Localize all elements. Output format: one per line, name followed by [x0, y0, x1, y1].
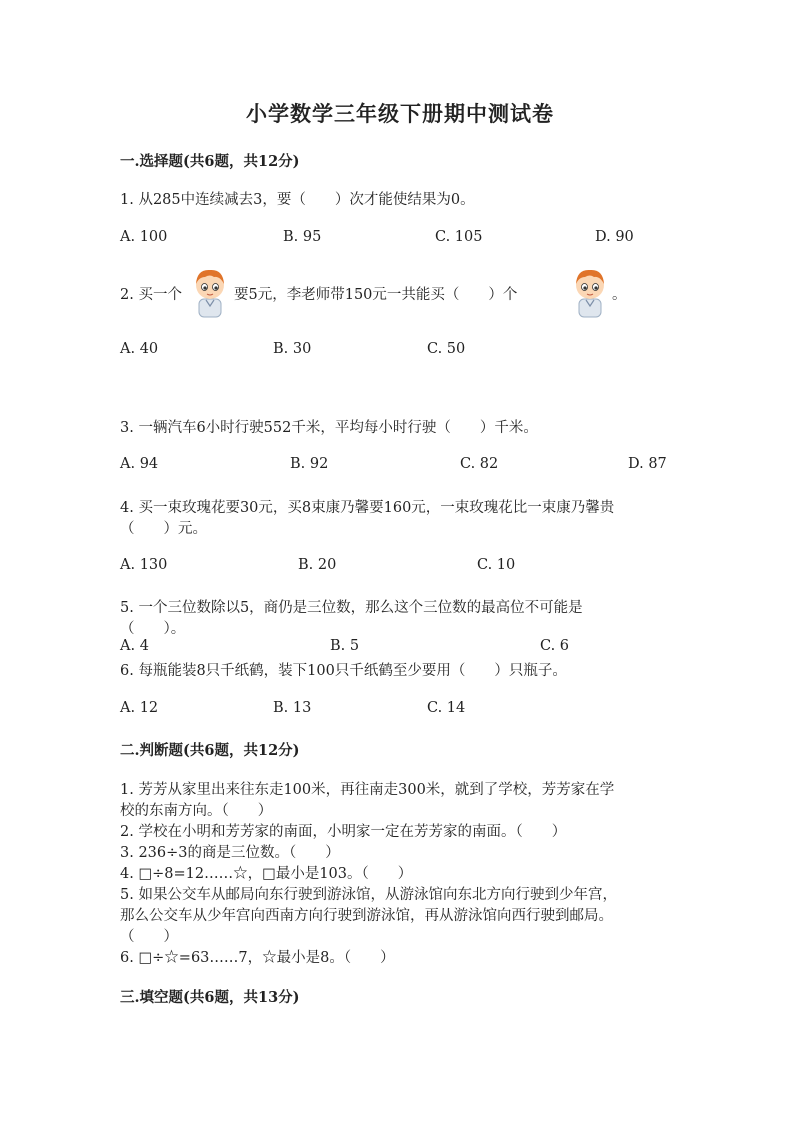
choice-1-option-a[interactable]: A. 100 [120, 229, 168, 245]
choice-question-6: 6. 每瓶能装8只千纸鹤，装下100只千纸鹤至少要用（ ）只瓶子。 [120, 663, 567, 679]
choice-6-option-c[interactable]: C. 14 [427, 700, 466, 716]
choice-question-4-line-2: （ ）元。 [120, 521, 207, 537]
boy-avatar-icon [570, 266, 610, 316]
choice-4-option-a[interactable]: A. 130 [120, 557, 168, 573]
choice-5-option-a[interactable]: A. 4 [120, 638, 149, 654]
choice-question-2-part-a: 2. 买一个 [120, 287, 182, 303]
judge-line: 那么公交车从少年宫向西南方向行驶到游泳馆，再从游泳馆向西行驶到邮局。 [120, 908, 613, 924]
choice-1-option-b[interactable]: B. 95 [283, 229, 322, 245]
choice-3-option-c[interactable]: C. 82 [460, 456, 499, 472]
choice-3-option-b[interactable]: B. 92 [290, 456, 329, 472]
choice-3-option-d[interactable]: D. 87 [628, 456, 667, 472]
choice-5-option-c[interactable]: C. 6 [540, 638, 570, 654]
choice-2-option-c[interactable]: C. 50 [427, 341, 466, 357]
choice-4-option-c[interactable]: C. 10 [477, 557, 516, 573]
choice-question-5-line-1: 5. 一个三位数除以5，商仍是三位数，那么这个三位数的最高位不可能是 [120, 600, 583, 616]
section-heading-judge: 二.判断题(共6题，共12分) [120, 742, 300, 759]
section-heading-fill: 三.填空题(共6题，共13分) [120, 989, 300, 1006]
choice-5-option-b[interactable]: B. 5 [330, 638, 360, 654]
section-heading-choice: 一.选择题(共6题，共12分) [120, 153, 300, 170]
choice-2-option-b[interactable]: B. 30 [273, 341, 312, 357]
judge-line: 4. □÷8=12……☆，□最小是103。（ ） [120, 866, 413, 882]
judge-line: 2. 学校在小明和芳芳家的南面，小明家一定在芳芳家的南面。（ ） [120, 824, 567, 840]
choice-question-4-line-1: 4. 买一束玫瑰花要30元，买8束康乃馨要160元，一束玫瑰花比一束康乃馨贵 [120, 500, 615, 516]
judge-line: 1. 芳芳从家里出来往东走100米，再往南走300米，就到了学校，芳芳家在学 [120, 782, 615, 798]
judge-line: 6. □÷☆=63……7，☆最小是8。（ ） [120, 950, 395, 966]
choice-question-3: 3. 一辆汽车6小时行驶552千米，平均每小时行驶（ ）千米。 [120, 420, 538, 436]
page-title: 小学数学三年级下册期中测试卷 [246, 101, 554, 126]
choice-6-option-b[interactable]: B. 13 [273, 700, 312, 716]
choice-6-option-a[interactable]: A. 12 [120, 700, 159, 716]
judge-line: 校的东南方向。（ ） [120, 803, 273, 819]
choice-1-option-d[interactable]: D. 90 [595, 229, 634, 245]
choice-question-5-line-2: （ ）。 [120, 621, 186, 637]
judge-line: 3. 236÷3的商是三位数。（ ） [120, 845, 340, 861]
choice-question-1: 1. 从285中连续减去3，要（ ）次才能使结果为0。 [120, 192, 475, 208]
judge-line: （ ） [120, 929, 178, 945]
choice-question-2-part-c: 。 [612, 287, 627, 303]
choice-4-option-b[interactable]: B. 20 [298, 557, 337, 573]
choice-question-2-part-b: 要5元，李老师带150元一共能买（ ）个 [234, 287, 518, 303]
choice-2-option-a[interactable]: A. 40 [120, 341, 159, 357]
judge-line: 5. 如果公交车从邮局向东行驶到游泳馆，从游泳馆向东北方向行驶到少年宫， [120, 887, 617, 903]
boy-avatar-icon [190, 266, 230, 316]
choice-1-option-c[interactable]: C. 105 [435, 229, 483, 245]
choice-3-option-a[interactable]: A. 94 [120, 456, 159, 472]
